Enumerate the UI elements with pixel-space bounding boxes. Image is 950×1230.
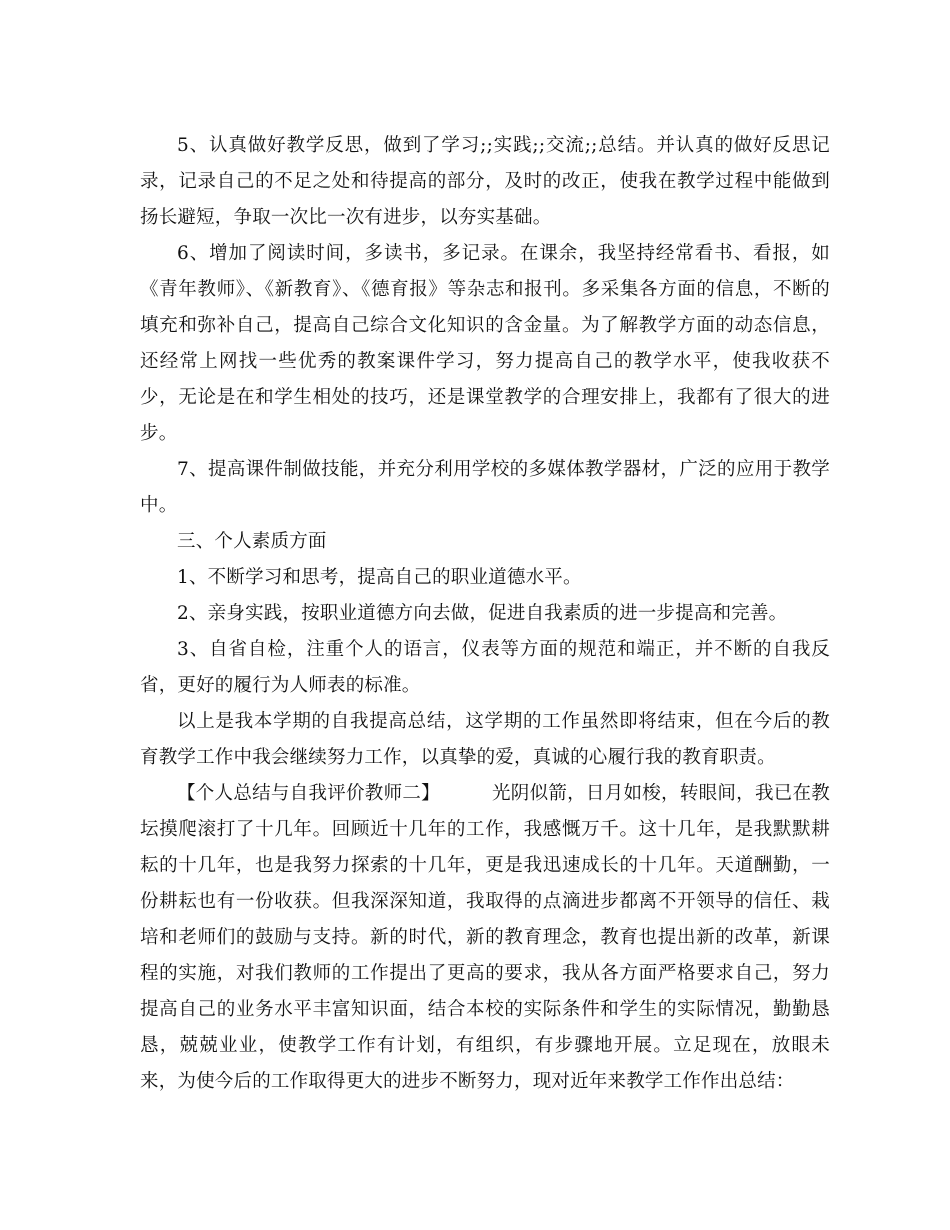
section-heading-personal-quality: 三、个人素质方面 bbox=[177, 531, 327, 552]
paragraph-item-2: 2、亲身实践，按职业道德方向去做，促进自我素质的进一步提高和完善。 bbox=[177, 603, 788, 624]
teacher-two-heading: 【个人总结与自我评价教师二】 bbox=[177, 783, 440, 804]
teacher-two-body: 光阴似箭，日月如梭，转眼间，我已在教坛摸爬滚打了十几年。回顾近十几年的工作，我感慨万千。这十几年，是我默默耕耘的十几年，也是我努力探索的十几年，更是我迅速成长的十几年。天道酬勤，一份耕耘也有一份收获。但我深深知道，我取得的点滴进步都离不开领导的信任、栽培和老师们的鼓励与支持。新的时代，新的教育理念，教育也提出新的改革，新课程的实施，对我们教师的工作提出了更高的要求，我从各方面严格要求自己，努力提高自己的业务水平丰富知识面，结合本校的实际条件和学生的实际情况，勤勤恳恳，兢兢业业，使教学工作有计划，有组织，有步骤地开展。立足现在，放眼未来，为使今后的工作取得更大的进步不断努力，现对近年来教学工作作出总结： bbox=[140, 783, 830, 1092]
paragraph-teacher-two bbox=[140, 776, 830, 1100]
paragraph-reflection: 5、认真做好教学反思，做到了学习;;实践;;交流;;总结。并认真的做好反思记录，记录自己的不足之处和待提高的部分，及时的改正，使我在教学过程中能做到扬长避短，争取一次比一次有进步，以夯实基础。 bbox=[140, 135, 830, 228]
document-page bbox=[140, 128, 830, 1100]
paragraph-reading: 6、增加了阅读时间，多读书，多记录。在课余，我坚持经常看书、看报，如《青年教师》、《新教育》、《德育报》等杂志和报刊。多采集各方面的信息，不断的填充和弥补自己，提高自己综合文化知识的含金量。为了解教学方面的动态信息，还经常上网找一些优秀的教案课件学习，努力提高自己的教学水平，使我收获不少，无论是在和学生相处的技巧，还是课堂教学的合理安排上，我都有了很大的进步。 bbox=[140, 243, 830, 444]
paragraph-courseware: 7、提高课件制做技能，并充分利用学校的多媒体教学器材，广泛的应用于教学中。 bbox=[140, 459, 830, 516]
paragraph-item-3: 3、自省自检，注重个人的语言，仪表等方面的规范和端正，并不断的自我反省，更好的履行为人师表的标准。 bbox=[140, 639, 830, 696]
paragraph-item-1: 1、不断学习和思考，提高自己的职业道德水平。 bbox=[177, 567, 582, 588]
paragraph-summary: 以上是我本学期的自我提高总结，这学期的工作虽然即将结束，但在今后的教育教学工作中我会继续努力工作，以真挚的爱，真诚的心履行我的教育职责。 bbox=[140, 711, 830, 768]
